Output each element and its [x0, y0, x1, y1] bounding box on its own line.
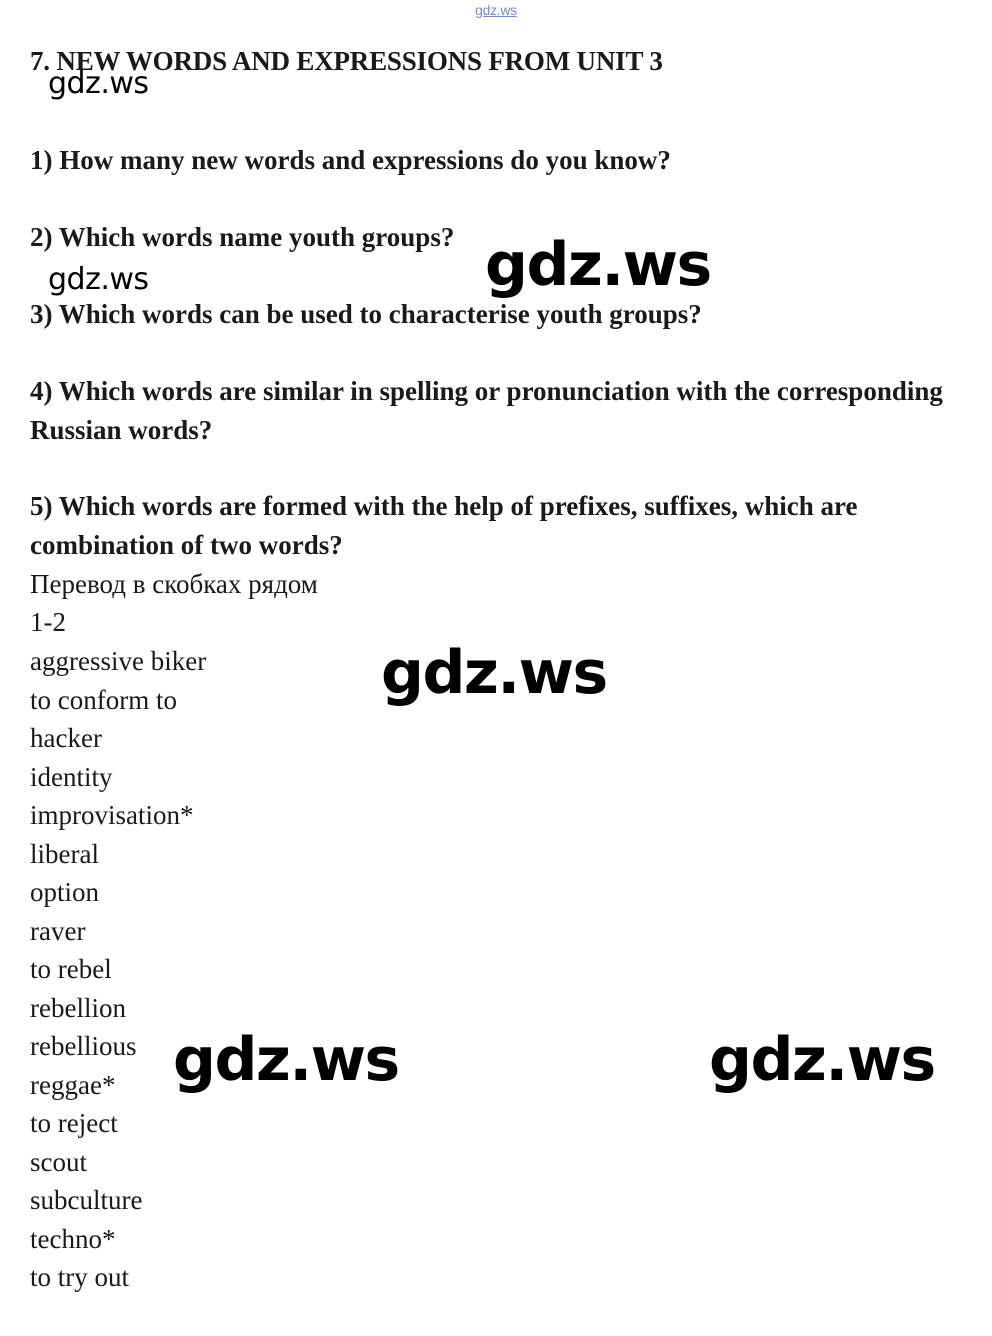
- watermark: gdz.ws: [48, 262, 149, 297]
- watermark: gdz.ws: [485, 230, 711, 300]
- watermark: gdz.ws: [173, 1025, 399, 1095]
- section-heading: 7. NEW WORDS AND EXPRESSIONS FROM UNIT 3: [30, 46, 663, 76]
- question-4: 4) Which words are similar in spelling or pronunciation with the corresponding Russian words?: [30, 376, 943, 445]
- question-5: 5) Which words are formed with the help of prefixes, suffixes, which are combination of two words?: [30, 491, 858, 560]
- word-list: [30, 642, 206, 1297]
- watermark: gdz.ws: [48, 66, 149, 101]
- translation-note: Перевод в скобках рядом: [30, 569, 318, 599]
- word-item: to reject: [30, 1108, 118, 1138]
- word-item: scout: [30, 1146, 87, 1177]
- word-item: raver: [30, 915, 86, 946]
- word-item: reggae*: [30, 1069, 116, 1100]
- word-item: hacker: [30, 723, 102, 753]
- word-item: rebellious: [30, 1031, 137, 1061]
- word-item: to conform to: [30, 684, 177, 715]
- watermark: gdz.ws: [709, 1025, 935, 1095]
- word-item: improvisation*: [30, 800, 194, 830]
- word-item: to try out: [30, 1262, 129, 1292]
- watermark: gdz.ws: [381, 638, 607, 708]
- question-3: 3) Which words can be used to characterise youth groups?: [30, 299, 702, 329]
- source-link[interactable]: gdz.ws: [475, 2, 517, 18]
- word-item: aggressive biker: [30, 646, 207, 676]
- word-item: liberal: [30, 838, 99, 869]
- question-1: 1) How many new words and expressions do you know?: [30, 145, 671, 175]
- word-item: option: [30, 877, 100, 907]
- word-item: subculture: [30, 1185, 143, 1215]
- word-item: rebellion: [30, 992, 126, 1023]
- word-item: identity: [30, 761, 113, 792]
- question-2: 2) Which words name youth groups?: [30, 222, 455, 252]
- word-item: to rebel: [30, 954, 112, 984]
- exercise-range: 1-2: [30, 607, 66, 637]
- word-item: techno*: [30, 1223, 116, 1254]
